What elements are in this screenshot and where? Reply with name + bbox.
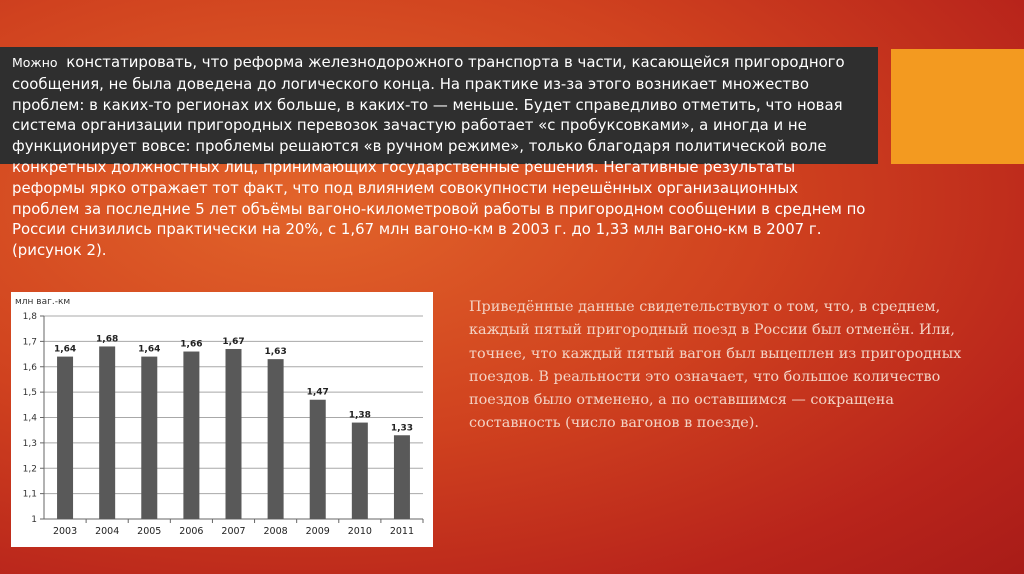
bar-2006 [183,352,199,519]
bar-chart [11,292,433,547]
data-label-2008: 1,63 [264,347,287,358]
y-axis-label: млн ваг.-км [15,297,71,307]
bar-2008 [268,359,284,519]
y-tick-label: 1,8 [22,312,37,322]
x-tick-label-2010: 2010 [347,526,372,537]
x-tick-label-2005: 2005 [137,526,162,537]
y-tick-label: 1,4 [22,413,37,424]
main-paragraph-body: констатировать, что реформа железнодорожного транспорта в части, касающейся пригородного сообщения, не была доведена до логического конца. На практике из-за этого возникает множество проблем: в каких-то регионах их больше, в каких-то — меньше. Будет справедливо отметить, что новая система организации пригородных перевозок зачастую работает «с пробуксовками», а иногда и не функционирует вовсе: проблемы решаются «в ручном режиме», только благодаря политической воле конкретных должностных лиц, принимающих государственные решения. Негативные результаты реформы ярко отражает тот факт, что под влиянием совокупности нерешённых организационных проблем за последние 5 лет объёмы вагоно-километровой работы в пригородном сообщении в среднем по России снизились практически на 20%, с 1,67 млн вагоно-км в 2003 г. до 1,33 млн вагоно-км в 2007 г. (рисунок 2). [12,53,866,260]
data-label-2006: 1,66 [180,339,203,350]
main-paragraph-lead: Можно [12,55,58,70]
x-tick-label-2011: 2011 [389,526,415,537]
bar-2010 [352,423,368,519]
data-label-2009: 1,47 [306,387,329,398]
bar-2005 [141,357,157,519]
bar-2004 [99,346,115,519]
y-tick-label: 1,1 [22,489,37,500]
y-tick-label: 1 [31,515,37,525]
y-tick-label: 1,2 [22,464,37,475]
y-tick-label: 1,3 [22,438,37,449]
y-tick-label: 1,5 [22,388,37,399]
data-label-2010: 1,38 [348,410,371,421]
x-tick-label-2009: 2009 [305,526,330,537]
data-label-2003: 1,64 [53,344,77,355]
bar-2007 [226,349,242,519]
x-tick-label-2004: 2004 [95,526,120,537]
bar-2011 [394,435,410,519]
side-paragraph: Приведённые данные свидетельствуют о том, что, в среднем, каждый пятый пригородный поезд в России был отменён. Или, точнее, что каждый пятый вагон был выцеплен из пригородных поездов. В реальности это означает, что большое количество поездов было отменено, а по оставшимся — сокращена составность (число вагонов в поезде). [469,299,962,432]
x-tick-label-2006: 2006 [179,526,204,537]
orange-accent-block [891,49,1024,164]
data-label-2007: 1,67 [222,336,245,347]
data-label-2005: 1,64 [138,344,161,355]
data-label-2011: 1,33 [390,423,414,434]
x-tick-label-2003: 2003 [52,526,78,537]
x-tick-label-2007: 2007 [221,526,246,537]
data-label-2004: 1,68 [96,334,119,345]
bar-chart-svg [11,292,433,547]
bar-2003 [57,357,73,519]
x-tick-label-2008: 2008 [263,526,288,537]
main-paragraph [12,52,868,261]
y-tick-label: 1,7 [22,337,37,348]
y-tick-label: 1,6 [22,362,37,373]
bar-2009 [310,400,326,519]
